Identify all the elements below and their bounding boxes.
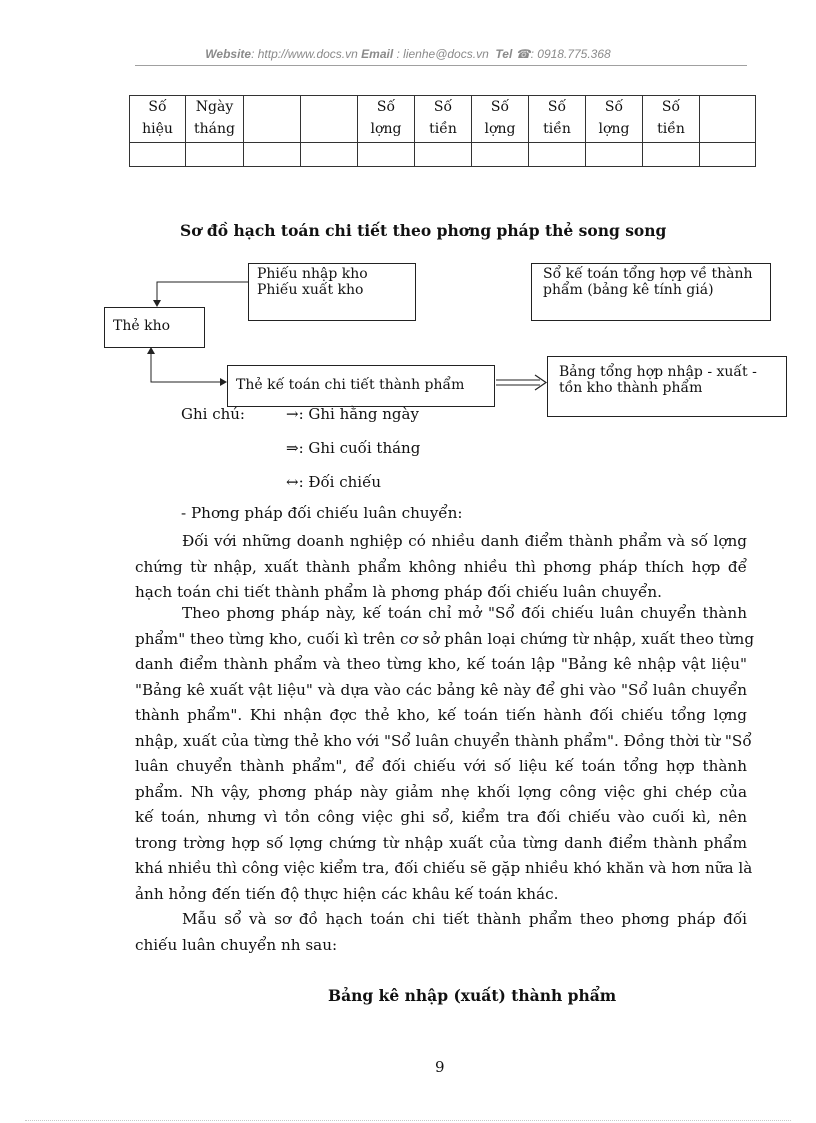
tel-number: ☎: 0918.775.368 xyxy=(515,47,611,61)
website-label: Website xyxy=(205,47,252,61)
paragraph-line: ảnh hỏng đến tiến độ thực hiện các khâu kế toán khác. xyxy=(135,884,559,903)
legend-daily-text: : Ghi hằng ngày xyxy=(298,405,419,423)
box-the-kho: Thẻ kho xyxy=(104,307,205,348)
arrow-phieu-to-the-kho xyxy=(157,282,248,306)
paragraph-line: chiếu luân chuyển nh sau: xyxy=(135,935,338,954)
paragraph-line: "Bảng kê xuất vật liệu" và dựa vào các bảng kê này để ghi vào "Sổ luân chuyển xyxy=(135,680,747,699)
box-phieu-line2: Phiếu xuất kho xyxy=(257,282,364,298)
footer-divider xyxy=(25,1120,791,1121)
section-heading: - Phơng pháp đối chiếu luân chuyển: xyxy=(181,504,463,522)
paragraph-line: Đối với những doanh nghiệp có nhiều danh điểm thành phẩm và số lợng xyxy=(182,532,747,550)
paragraph-line: trong trờng hợp số lợng chứng từ nhập xuất của từng danh điểm thành phẩm xyxy=(135,833,747,852)
paragraph-line: kế toán, nhưng vì tồn công việc ghi sổ, kiểm tra đối chiếu vào cuối kì, nên xyxy=(135,808,747,826)
paragraph-line: hạch toán chi tiết thành phẩm là phơng pháp đối chiếu luân chuyển. xyxy=(135,583,662,601)
tel-label: Tel xyxy=(495,47,513,61)
email-address: : lienhe@docs.vn xyxy=(393,47,489,61)
paragraph-line: phẩm" theo từng kho, cuối kì trên cơ sở phân loại chứng từ nhập, xuất theo từng xyxy=(135,629,755,648)
paragraph-line: danh điểm thành phẩm và theo từng kho, kế toán lập "Bảng kê nhập vật liệu" xyxy=(135,655,747,673)
legend-label: Ghi chú: xyxy=(181,405,245,423)
table-cell: Số lợng xyxy=(586,96,643,143)
table-cell: Số tiền xyxy=(415,96,472,143)
paragraph-3 xyxy=(135,907,747,958)
paragraph-line: khá nhiều thì công việc kiểm tra, đối chiếu sẽ gặp nhiều khó khăn và hơn nữa là xyxy=(135,859,753,877)
website-url: : http://www.docs.vn xyxy=(251,47,358,61)
arrow-the-kho-to-the-ke-toan xyxy=(151,348,226,382)
paragraph-line: nhập, xuất của từng thẻ kho với "Sổ luân chuyển thành phẩm". Đồng thời từ "Sổ xyxy=(135,731,752,750)
table-cell: Số lợng xyxy=(358,96,415,143)
legend-monthly xyxy=(286,439,420,457)
bottom-table-title: Bảng kê nhập (xuất) thành phẩm xyxy=(328,986,617,1005)
arrowhead-down xyxy=(153,300,161,307)
paragraph-1 xyxy=(135,529,747,606)
legend-monthly-text: : Ghi cuối tháng xyxy=(298,439,421,457)
box-the-ke-toan-chi-tiet: Thẻ kế toán chi tiết thành phẩm xyxy=(227,365,495,407)
paragraph-line: luân chuyển thành phẩm", để đối chiếu với số liệu kế toán tổng hợp thành xyxy=(135,757,747,775)
diagram-title: Sơ đồ hạch toán chi tiết theo phơng pháp thẻ song song xyxy=(180,221,667,240)
legend-compare xyxy=(286,473,381,491)
table-cell: Số lợng xyxy=(472,96,529,143)
paragraph-line: Theo phơng pháp này, kế toán chỉ mở "Sổ đối chiếu luân chuyển thành xyxy=(182,604,747,622)
page-number: 9 xyxy=(435,1058,445,1076)
paragraph-line: Mẫu sổ và sơ đồ hạch toán chi tiết thành phẩm theo phơng pháp đối xyxy=(182,910,747,928)
paragraph-line: thành phẩm". Khi nhận đợc thẻ kho, kế toán tiến hành đối chiếu tổng lợng xyxy=(135,706,747,724)
paragraph-2 xyxy=(135,601,755,907)
table-cell: Số hiệu xyxy=(130,96,186,143)
legend-daily xyxy=(286,405,419,423)
paragraph-line: chứng từ nhập, xuất thành phẩm không nhiều thì phơng pháp thích hợp để xyxy=(135,557,747,576)
paragraph-line: phẩm. Nh vậy, phơng pháp này giảm nhẹ khối lợng công việc ghi chép của xyxy=(135,782,747,801)
arrow-both-icon: ↔ xyxy=(286,473,299,491)
double-arrow-head xyxy=(535,375,546,390)
box-so-ke-toan-tong-hop: Sổ kế toán tổng hợp về thành phẩm (bảng kê tính giá) xyxy=(531,263,771,321)
legend-compare-text: : Đối chiếu xyxy=(298,473,381,491)
table-cell: Ngày tháng xyxy=(186,96,244,143)
table-cell: Số tiền xyxy=(643,96,700,143)
table-cell: Số tiền xyxy=(529,96,586,143)
box-bang-tong-hop: Bảng tổng hợp nhập - xuất - tồn kho thành phẩm xyxy=(547,356,787,417)
email-label: Email xyxy=(361,47,394,61)
arrowhead-right xyxy=(220,378,227,386)
double-arrow-right-icon: ⇒ xyxy=(286,439,299,457)
box-phieu-line1: Phiếu nhập kho xyxy=(257,266,368,282)
arrow-right-icon: → xyxy=(286,405,299,423)
